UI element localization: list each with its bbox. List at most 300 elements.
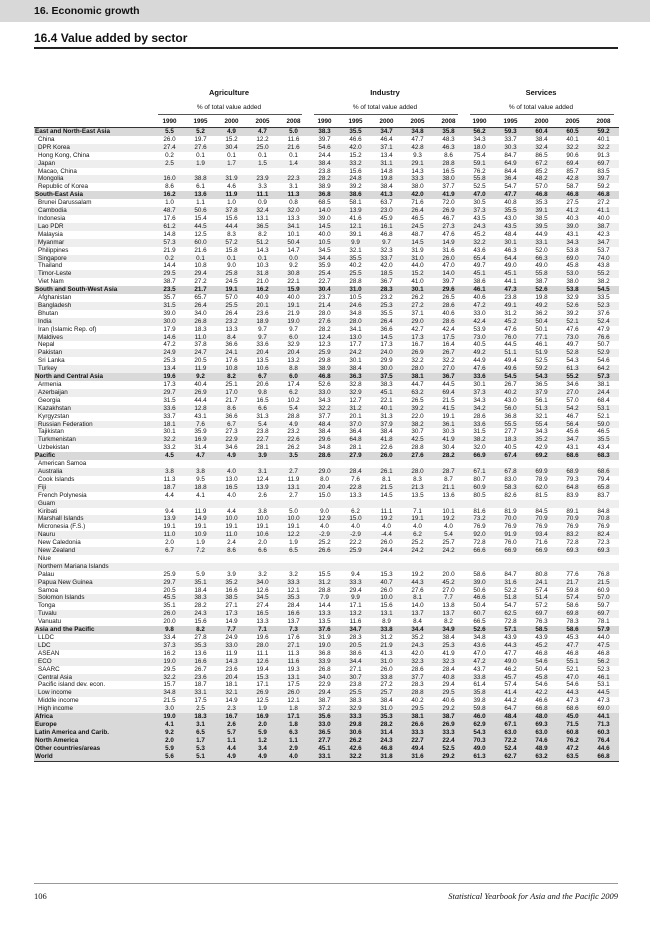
value-cell: 5.3 [185,745,216,753]
value-cell: 11.0 [154,531,185,539]
value-cell: 5.6 [154,753,185,761]
value-cell: 35.7 [163,294,176,302]
row-label: Kyrgyzstan [38,412,70,420]
value-cell: 15.6 [380,602,393,610]
value-cell: 5.7 [216,729,247,737]
value-cell: 46.1 [535,341,548,349]
value-cell [216,168,247,176]
value-cell: 39.1 [349,230,362,238]
value-cell: 57.9 [588,626,619,634]
value-cell: 33.1 [526,239,557,247]
value-cell: 72.0 [442,199,455,207]
value-cell: 67.1 [495,721,526,729]
value-cell: 34.4 [340,658,371,666]
value-cell [433,500,464,508]
value-cell: 42.4 [464,318,495,326]
row-label: Asia and the Pacific [34,626,154,634]
value-cell: 41.3 [380,649,393,657]
value-cell: 48.7 [411,230,424,238]
value-cell: 66.6 [464,547,495,555]
value-cell: 40.6 [442,309,455,317]
value-cell: 34.6 [225,444,238,452]
value-cell: 69.0 [557,255,588,263]
value-cell: 31.3 [256,412,269,420]
row-label: Papua New Guinea [34,579,154,587]
value-cell: 49.4 [402,745,433,753]
value-cell: 25.9 [309,349,340,357]
value-cell: 19.1 [278,302,309,310]
value-cell: 0.2 [154,255,185,263]
value-cell: 33.3 [433,729,464,737]
value-cell: 45.1 [464,270,495,278]
value-cell: 47.6 [566,325,579,333]
value-cell: 29.4 [442,681,455,689]
value-cell: 3.8 [258,507,267,515]
value-cell: 28.8 [411,444,424,452]
value-cell: 4.0 [382,523,391,531]
value-cell: 33.9 [309,658,340,666]
value-cell: 50.1 [535,325,548,333]
value-cell [526,555,557,563]
value-cell: 18.5 [371,270,402,278]
value-cell: 52.5 [433,745,464,753]
value-cell: 26.0 [433,255,464,263]
value-cell: 3.8 [185,468,216,476]
row-label: Solomon Islands [34,594,154,602]
value-cell: 33.7 [371,255,402,263]
value-cell: 1.7 [216,160,247,168]
value-cell: 28.3 [411,681,424,689]
value-cell: 33.0 [309,721,340,729]
value-cell: 1.0 [165,199,174,207]
value-cell: 33.3 [340,579,371,587]
value-cell: 12.8 [185,405,216,413]
value-cell: 33.7 [504,135,517,143]
row-label: Turkmenistan [34,436,154,444]
value-cell: 29.6 [309,436,340,444]
value-cell: 1.5 [247,160,278,168]
row-label: Timor-Leste [34,270,154,278]
table-row [34,492,619,500]
year-header: 1995 [185,117,216,128]
value-cell: 38.7 [433,713,464,721]
value-cell: 32.1 [535,412,548,420]
value-cell: 13.5 [411,491,424,499]
region-row [34,626,619,634]
value-cell: 10.2 [287,396,300,404]
value-cell: 33.8 [371,626,402,634]
value-cell: 68.5 [318,199,331,207]
value-cell: 15.9 [278,286,309,294]
value-cell [216,500,247,508]
value-cell: 52.2 [504,586,517,594]
value-cell: 59.7 [597,602,610,610]
value-cell: 47.0 [557,674,588,682]
value-cell: 4.5 [154,452,185,460]
value-cell: 60.3 [588,729,619,737]
value-cell: 52.1 [566,665,579,673]
value-cell: 4.7 [185,452,216,460]
value-cell: 53.8 [557,286,588,294]
value-cell: 31.0 [402,255,433,263]
value-cell [402,555,433,563]
value-cell: 34.5 [318,246,331,254]
table-row [34,405,619,413]
value-cell: 79.4 [597,475,610,483]
value-cell: 71.5 [557,721,588,729]
value-cell [588,460,619,468]
value-cell: 46.6 [535,697,548,705]
value-cell: 7.1 [247,626,278,634]
value-cell: 79.3 [566,475,579,483]
value-cell: 44.4 [194,396,207,404]
value-cell: 44.5 [185,223,216,231]
value-cell: 34.3 [557,239,588,247]
value-cell: 18.1 [225,681,238,689]
value-cell: 19.1 [402,515,433,523]
row-label: Low income [34,689,154,697]
value-cell: 43.1 [194,412,207,420]
value-cell: 9.3 [413,151,422,159]
value-cell: 80.5 [473,491,486,499]
value-cell: 34.8 [473,634,486,641]
value-cell: 39.0 [557,223,588,231]
year-header: 2000 [526,117,557,128]
value-cell: 14.4 [318,602,331,610]
value-cell: 1.1 [278,737,309,745]
table-row [34,436,619,444]
table-row [34,318,619,326]
value-cell: 38.6 [473,278,486,286]
value-cell: 28.6 [433,302,464,310]
value-cell: 23.2 [380,294,393,302]
row-label: Cook Islands [38,475,75,483]
value-cell: 10.0 [216,515,247,523]
value-cell: 42.8 [402,144,433,152]
value-cell: 26.9 [185,389,216,397]
value-cell: 57.0 [566,396,579,404]
value-cell: 11.1 [256,649,269,657]
value-cell: 21.0 [256,278,269,286]
value-cell: 12.6 [256,586,269,594]
value-cell: 69.7 [588,610,619,618]
value-cell: 34.0 [194,309,207,317]
value-cell: 31.8 [371,753,402,761]
value-cell: 66.8 [526,705,557,713]
value-cell: 52.4 [588,318,619,326]
value-cell: 35.2 [411,634,424,641]
value-cell: 24.2 [340,349,371,357]
value-cell: 29.7 [154,579,185,587]
value-cell: 84.5 [535,507,548,515]
value-cell [402,460,433,468]
value-cell: 69.8 [557,610,588,618]
value-cell: 28.2 [371,721,402,729]
table-row [34,563,619,571]
value-cell: 60.0 [185,239,216,247]
value-cell: 14.5 [402,239,433,247]
value-cell: 21.9 [287,309,300,317]
value-cell: 78.1 [597,618,610,626]
value-cell: 31.0 [371,705,402,713]
table-row [34,689,619,697]
value-cell: 38.9 [309,365,340,373]
value-cell: 3.9 [247,452,278,460]
value-cell: 16.6 [278,610,309,618]
value-cell: 66.3 [526,255,557,263]
value-cell: 33.1 [309,753,340,761]
value-cell: 26.0 [154,610,185,618]
row-label: Hong Kong, China [38,151,90,159]
value-cell: 5.4 [247,421,278,429]
value-cell: 3.3 [258,183,267,191]
value-cell: 34.3 [535,428,548,436]
value-cell: 57.0 [535,183,548,191]
value-cell: 18.3 [194,325,207,333]
row-label: Middle income [38,697,79,705]
value-cell: 38.6 [340,191,371,199]
value-cell: 19.7 [194,135,207,143]
value-cell: 32.9 [340,389,371,397]
value-cell: 10.8 [216,365,247,373]
value-cell: 32.9 [287,341,300,349]
value-cell: 68.6 [557,452,588,460]
value-cell: 31.6 [402,753,433,761]
region-row [34,128,619,136]
value-cell: 20.4 [278,349,309,357]
value-cell [309,500,340,508]
table-row [34,175,619,183]
value-cell: 13.5 [318,618,331,626]
value-cell: 15.8 [225,246,238,254]
row-label: Other countries/areas [34,745,154,753]
value-cell [340,563,371,571]
value-cell: 60.5 [557,128,588,136]
value-cell [154,168,185,176]
value-cell: 38.4 [442,634,455,641]
value-cell: 26.2 [411,294,424,302]
value-cell: 8.0 [320,475,329,483]
row-label: Vanuatu [38,618,61,626]
value-cell: 12.1 [287,697,300,705]
value-cell [154,563,185,571]
value-cell: 23.8 [504,294,517,302]
value-cell: 42.6 [340,745,371,753]
value-cell [433,555,464,563]
value-cell: 36.7 [433,373,464,381]
value-cell: 62.7 [495,753,526,761]
value-cell: 18.1 [154,421,185,429]
row-label: Viet Nam [38,278,64,286]
value-cell: 27.1 [349,665,362,673]
value-cell [247,563,278,571]
value-cell: 23.2 [287,428,300,436]
value-cell: 1.2 [247,737,278,745]
value-cell: 38.3 [349,697,362,705]
value-cell: 54.3 [566,357,579,365]
table-row [34,602,619,610]
value-cell: 59.2 [526,365,557,373]
value-cell: 13.4 [380,151,393,159]
value-cell: 47.9 [597,325,610,333]
value-cell: 1.1 [216,737,247,745]
value-cell: 86.5 [535,151,548,159]
value-cell: 3.1 [247,468,278,476]
value-cell: 48.0 [526,713,557,721]
value-cell: 21.9 [371,642,402,650]
sector-header-services: Services [525,88,557,97]
major-row [34,737,619,745]
value-cell: 13.9 [154,515,185,523]
value-cell [526,500,557,508]
value-cell: 9.7 [289,325,298,333]
value-cell: 35.3 [535,199,548,207]
value-cell: 3.0 [154,705,185,713]
world-row [34,753,619,761]
row-label: Indonesia [38,214,66,222]
value-cell: 32.4 [526,144,557,152]
value-cell: 60.7 [464,610,495,618]
value-cell: 27.2 [194,278,207,286]
table-row [34,650,619,658]
value-cell: 64.8 [557,484,588,492]
value-cell: 23.6 [225,665,238,673]
value-cell: 37.3 [464,389,495,397]
value-cell: 13.7 [433,610,464,618]
value-cell: 12.3 [318,341,331,349]
value-cell: 56.1 [535,396,548,404]
value-cell: 52.6 [526,286,557,294]
value-cell: 32.2 [464,239,495,247]
value-cell: 84.4 [504,167,517,175]
value-cell [278,500,309,508]
value-cell: 15.4 [194,214,207,222]
value-cell: 16.5 [247,610,278,618]
value-cell: 13.7 [287,618,300,626]
value-cell: 66.9 [495,547,526,555]
value-cell: 4.0 [227,491,236,499]
value-cell: 28.2 [309,175,340,183]
value-cell: 44.2 [504,697,517,705]
row-label: ASEAN [38,649,60,657]
value-cell: 35.8 [433,128,464,136]
value-cell: 12.7 [349,396,362,404]
table-row [34,571,619,579]
value-cell: 15.2 [349,151,362,159]
value-cell: 40.5 [504,444,517,452]
value-cell [278,563,309,571]
value-cell: 57.0 [225,294,238,302]
value-cell: 61.3 [557,365,588,373]
value-cell [247,500,278,508]
row-label: ECO [34,658,154,666]
value-cell: 67.2 [526,160,557,168]
value-cell: 31.2 [380,634,393,641]
value-cell [216,563,247,571]
value-cell: 83.2 [557,531,588,539]
value-cell: 38.9 [318,183,331,191]
value-cell: 40.0 [287,294,300,302]
value-cell: 18.3 [185,713,216,721]
value-cell: 2.0 [154,737,185,745]
value-cell: 38.3 [185,594,216,602]
value-cell: 15.7 [163,681,176,689]
value-cell: 33.6 [256,341,269,349]
table-row [34,215,619,223]
value-cell: 43.6 [473,246,486,254]
row-label: Singapore [34,255,154,263]
value-cell: 10.8 [194,262,207,270]
value-cell: 64.7 [495,705,526,713]
value-cell: 43.1 [566,444,579,452]
value-cell: 85.7 [566,167,579,175]
value-cell: 4.9 [216,128,247,136]
value-cell: 53.8 [566,246,579,254]
value-cell: 52.0 [535,246,548,254]
value-cell: 41.6 [349,214,362,222]
value-cell: 46.2 [504,665,517,673]
value-cell: 47.6 [442,230,455,238]
value-cell: 69.7 [588,160,619,168]
value-cell: 27.0 [433,365,464,373]
table-row [34,207,619,215]
value-cell: 77.1 [526,334,557,342]
value-cell: 21.1 [433,484,464,492]
value-cell: 16.7 [216,713,247,721]
value-cell [185,460,216,468]
value-cell: 53.7 [597,246,610,254]
value-cell: 33.7 [163,412,176,420]
row-label: Georgia [38,396,61,404]
value-cell: 5.9 [247,729,278,737]
value-cell: 2.0 [258,539,267,547]
value-cell: 24.3 [402,642,433,650]
value-cell: 56.2 [588,658,619,666]
value-cell: 83.7 [597,491,610,499]
value-cell: 33.0 [216,642,247,650]
value-cell: 48.4 [504,230,517,238]
value-cell: 45.3 [566,634,579,641]
value-cell: 83.5 [597,167,610,175]
value-cell [185,168,216,176]
table-row [34,531,619,539]
value-cell: 26.0 [380,539,393,547]
value-cell: 5.1 [185,753,216,761]
value-cell: 33.6 [464,421,495,429]
value-cell: 26.7 [504,381,517,388]
value-cell: 42.0 [340,144,371,152]
table-row [34,302,619,310]
value-cell: 51.3 [526,405,557,413]
value-cell: 32.8 [349,381,362,388]
value-cell: 76.9 [597,523,610,531]
value-cell: 24.3 [464,223,495,231]
value-cell: 61.2 [154,223,185,231]
value-cell: 58.5 [526,626,557,634]
value-cell: 44.1 [588,713,619,721]
value-cell: 12.5 [256,697,269,705]
value-cell: 64.9 [495,160,526,168]
value-cell: 54.6 [526,658,557,666]
row-label: Tonga [38,602,56,610]
value-cell: 31.5 [473,428,486,436]
value-cell: 1.9 [247,705,278,713]
value-cell: 8.2 [258,230,267,238]
value-cell: 67.1 [464,468,495,476]
value-cell: 21.7 [557,579,588,587]
value-cell: 19.1 [194,523,207,531]
value-cell: 44.3 [557,689,588,697]
